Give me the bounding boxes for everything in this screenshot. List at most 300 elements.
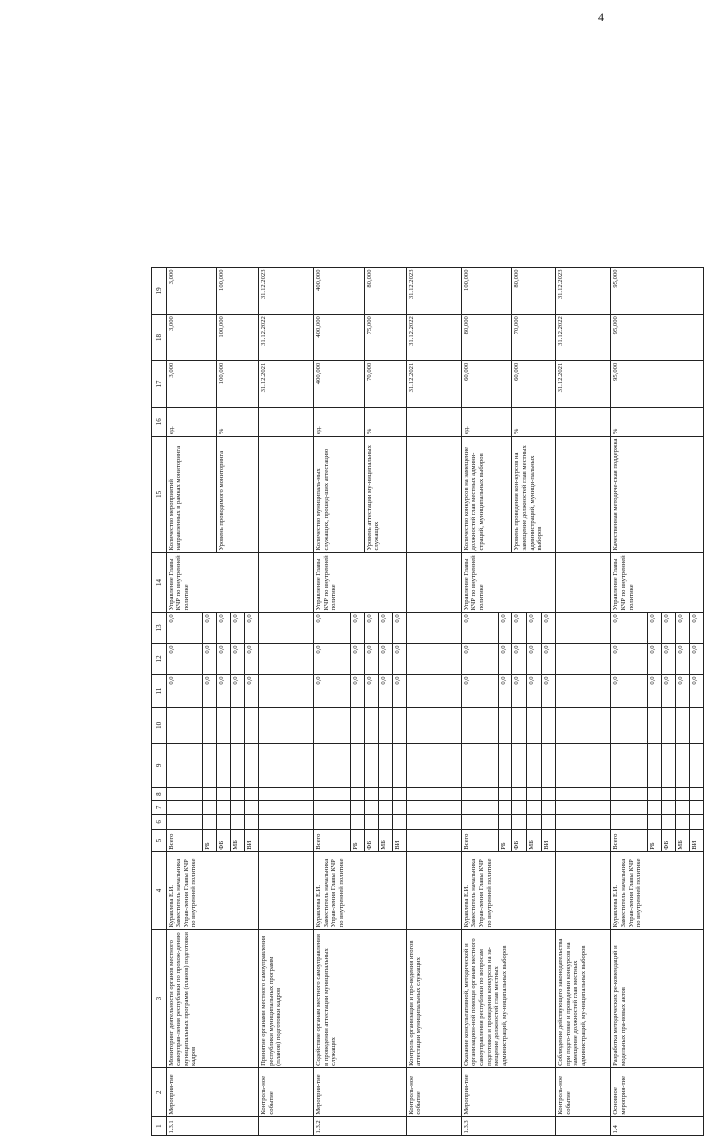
row-type: Контроль-ное событие bbox=[556, 1068, 611, 1117]
target-2023: 80,000 bbox=[364, 268, 406, 315]
empty-cell bbox=[541, 814, 556, 830]
date-2022: 31.12.2022 bbox=[258, 314, 313, 361]
value-col-11: 0,0 bbox=[611, 674, 648, 707]
value-col-12: 0,0 bbox=[203, 643, 217, 674]
empty-cell bbox=[258, 436, 313, 552]
empty-cell bbox=[556, 553, 611, 613]
empty-cell bbox=[350, 814, 364, 830]
empty-cell bbox=[541, 801, 556, 814]
value-col-11: 0,0 bbox=[498, 674, 512, 707]
value-col-13: 0,0 bbox=[676, 612, 690, 643]
funding-source: ВИ bbox=[689, 830, 703, 852]
empty-cell bbox=[364, 787, 378, 800]
row-number: 1.3.3 bbox=[461, 1117, 555, 1136]
empty-cell bbox=[364, 814, 378, 830]
empty-cell bbox=[258, 612, 313, 643]
value-col-11: 0,0 bbox=[541, 674, 556, 707]
value-col-12: 0,0 bbox=[392, 643, 406, 674]
empty-cell bbox=[203, 801, 217, 814]
column-number: 16 bbox=[152, 407, 167, 436]
empty-cell bbox=[245, 787, 259, 800]
empty-cell bbox=[406, 436, 461, 552]
value-col-13: 0,0 bbox=[541, 612, 556, 643]
empty-cell bbox=[314, 801, 351, 814]
column-number: 2 bbox=[152, 1068, 167, 1117]
indicator: Уровень проводимого мониторинга bbox=[217, 436, 259, 552]
page-number: 4 bbox=[598, 10, 604, 24]
row-number bbox=[556, 1117, 611, 1136]
indicator: Количество мероприятий направленных в рамках мониторинга bbox=[166, 436, 217, 552]
empty-cell bbox=[498, 708, 512, 743]
row-number bbox=[258, 1117, 313, 1136]
empty-cell bbox=[556, 612, 611, 643]
funding-source: РБ bbox=[648, 830, 662, 852]
empty-cell bbox=[258, 708, 313, 743]
empty-cell bbox=[217, 708, 231, 743]
empty-cell bbox=[245, 743, 259, 787]
unit: % bbox=[364, 407, 406, 436]
empty-cell bbox=[648, 743, 662, 787]
column-number: 5 bbox=[152, 830, 167, 852]
row-name: Оказание консультативной, методической и организацион-ной помощи органам местного самоуправления республики по вопросам подготовки и проведения конкурсов на за-мещение должностей глав местных администраций, му-ниципальных выборов bbox=[461, 929, 555, 1068]
row-number: 1.3.2 bbox=[314, 1117, 406, 1136]
empty-cell bbox=[166, 708, 203, 743]
empty-cell bbox=[392, 787, 406, 800]
target-2022: 70,000 bbox=[512, 314, 556, 361]
empty-cell bbox=[689, 787, 703, 800]
empty-cell bbox=[648, 814, 662, 830]
empty-cell bbox=[406, 612, 461, 643]
target-2023: 100,000 bbox=[217, 268, 259, 315]
target-2022: 95,000 bbox=[611, 314, 704, 361]
column-number: 9 bbox=[152, 743, 167, 787]
value-col-13: 0,0 bbox=[611, 612, 648, 643]
empty-cell bbox=[676, 743, 690, 787]
row-number: 1.4 bbox=[611, 1117, 704, 1136]
empty-cell bbox=[406, 743, 461, 787]
value-col-11: 0,0 bbox=[203, 674, 217, 707]
row-name: Содействие органам местного самоуправления в проведении аттестации муниципальных служащих bbox=[314, 929, 406, 1068]
empty-cell bbox=[406, 830, 461, 852]
row-type: Контроль-ное событие bbox=[406, 1068, 461, 1117]
value-col-11: 0,0 bbox=[364, 674, 378, 707]
empty-cell bbox=[258, 553, 313, 613]
empty-cell bbox=[231, 801, 245, 814]
indicator: Качественная методиче-ская поддержка bbox=[611, 436, 704, 552]
empty-cell bbox=[648, 787, 662, 800]
empty-cell bbox=[527, 787, 542, 800]
value-col-11: 0,0 bbox=[350, 674, 364, 707]
column-number: 6 bbox=[152, 814, 167, 830]
empty-cell bbox=[258, 787, 313, 800]
value-col-12: 0,0 bbox=[676, 643, 690, 674]
activity-row bbox=[611, 268, 648, 1136]
row-name: Разработка методических ре-комендаций и модельных пра-вовых актов bbox=[611, 929, 704, 1068]
empty-cell bbox=[556, 801, 611, 814]
value-col-11: 0,0 bbox=[527, 674, 542, 707]
empty-cell bbox=[461, 787, 498, 800]
value-col-12: 0,0 bbox=[512, 643, 527, 674]
target-2023: 3,000 bbox=[166, 268, 217, 315]
funding-source: ВИ bbox=[392, 830, 406, 852]
executor: Куравлева Е.И. Заместитель начальника Управ-ления Главы КЧР по внутренней политике bbox=[314, 852, 406, 930]
executor: Куравлева Е.И. Заместитель начальника Управ-ления Главы КЧР по внутренней политике bbox=[166, 852, 258, 930]
empty-cell bbox=[258, 801, 313, 814]
value-col-11: 0,0 bbox=[392, 674, 406, 707]
value-col-11: 0,0 bbox=[378, 674, 392, 707]
column-number: 7 bbox=[152, 801, 167, 814]
empty-cell bbox=[231, 708, 245, 743]
column-number: 10 bbox=[152, 708, 167, 743]
target-2021: 70,000 bbox=[364, 361, 406, 408]
date-2022: 31.12.2022 bbox=[406, 314, 461, 361]
value-col-12: 0,0 bbox=[350, 643, 364, 674]
value-col-13: 0,0 bbox=[231, 612, 245, 643]
empty-cell bbox=[512, 787, 527, 800]
empty-cell bbox=[662, 708, 676, 743]
value-col-12: 0,0 bbox=[461, 643, 498, 674]
empty-cell bbox=[556, 830, 611, 852]
column-number: 1 bbox=[152, 1117, 167, 1136]
value-col-11: 0,0 bbox=[662, 674, 676, 707]
empty-cell bbox=[676, 708, 690, 743]
empty-cell bbox=[350, 787, 364, 800]
program-table bbox=[151, 267, 704, 1136]
empty-cell bbox=[556, 743, 611, 787]
empty-cell bbox=[406, 852, 461, 930]
empty-cell bbox=[662, 743, 676, 787]
empty-cell bbox=[556, 708, 611, 743]
empty-cell bbox=[498, 814, 512, 830]
value-col-11: 0,0 bbox=[166, 674, 203, 707]
value-col-13: 0,0 bbox=[350, 612, 364, 643]
empty-cell bbox=[611, 708, 648, 743]
empty-cell bbox=[231, 787, 245, 800]
funding-source: МБ bbox=[527, 830, 542, 852]
funding-source: Всего bbox=[461, 830, 498, 852]
empty-cell bbox=[648, 708, 662, 743]
unit: ед. bbox=[166, 407, 217, 436]
target-2023: 80,000 bbox=[512, 268, 556, 315]
empty-cell bbox=[378, 814, 392, 830]
funding-source: МБ bbox=[378, 830, 392, 852]
value-col-12: 0,0 bbox=[231, 643, 245, 674]
value-col-11: 0,0 bbox=[461, 674, 498, 707]
target-2021: 60,000 bbox=[461, 361, 512, 408]
empty-cell bbox=[461, 801, 498, 814]
empty-cell bbox=[314, 743, 351, 787]
value-col-12: 0,0 bbox=[378, 643, 392, 674]
funding-source: Всего bbox=[314, 830, 351, 852]
empty-cell bbox=[406, 787, 461, 800]
date-2022: 31.12.2022 bbox=[556, 314, 611, 361]
empty-cell bbox=[556, 674, 611, 707]
empty-cell bbox=[406, 407, 461, 436]
value-col-13: 0,0 bbox=[498, 612, 512, 643]
empty-cell bbox=[258, 643, 313, 674]
value-col-13: 0,0 bbox=[461, 612, 498, 643]
empty-cell bbox=[556, 407, 611, 436]
empty-cell bbox=[364, 801, 378, 814]
unit: ед. bbox=[314, 407, 365, 436]
funding-source: Всего bbox=[611, 830, 648, 852]
empty-cell bbox=[541, 708, 556, 743]
value-col-12: 0,0 bbox=[245, 643, 259, 674]
row-name: Принятие органами местного самоуправления республики муниципальных программ (планов) подготовки кадров bbox=[258, 929, 313, 1068]
empty-cell bbox=[245, 708, 259, 743]
column-number: 17 bbox=[152, 361, 167, 408]
rotated-table-container bbox=[151, 267, 704, 1136]
date-2021: 31.12.2021 bbox=[406, 361, 461, 408]
empty-cell bbox=[392, 814, 406, 830]
empty-cell bbox=[392, 708, 406, 743]
empty-cell bbox=[314, 814, 351, 830]
row-name: Контроль организации и про-ведения итогов аттестации муниципальных служащих bbox=[406, 929, 461, 1068]
column-number: 8 bbox=[152, 787, 167, 800]
funding-source: ФБ bbox=[662, 830, 676, 852]
empty-cell bbox=[314, 708, 351, 743]
funding-source: МБ bbox=[676, 830, 690, 852]
funding-source: ВИ bbox=[541, 830, 556, 852]
empty-cell bbox=[648, 801, 662, 814]
empty-cell bbox=[258, 407, 313, 436]
target-2021: 100,000 bbox=[217, 361, 259, 408]
empty-cell bbox=[527, 708, 542, 743]
empty-cell bbox=[231, 743, 245, 787]
empty-cell bbox=[203, 743, 217, 787]
empty-cell bbox=[527, 801, 542, 814]
empty-cell bbox=[166, 814, 203, 830]
target-2023: 100,000 bbox=[461, 268, 512, 315]
value-col-11: 0,0 bbox=[689, 674, 703, 707]
empty-cell bbox=[258, 814, 313, 830]
indicator: Количество конкурсов на замещение должностей глав местных админи-страций, муниципальных выборов bbox=[461, 436, 512, 552]
funding-source: РБ bbox=[350, 830, 364, 852]
empty-cell bbox=[350, 708, 364, 743]
column-number: 18 bbox=[152, 314, 167, 361]
row-type: Мероприя-тие bbox=[314, 1068, 406, 1117]
column-number: 13 bbox=[152, 612, 167, 643]
value-col-12: 0,0 bbox=[689, 643, 703, 674]
value-col-13: 0,0 bbox=[662, 612, 676, 643]
empty-cell bbox=[527, 743, 542, 787]
executor: Куравлева Е.И. Заместитель начальника Управ-ления Главы КЧР по внутренней политике bbox=[461, 852, 555, 930]
value-col-12: 0,0 bbox=[314, 643, 351, 674]
row-type: Мероприя-тие bbox=[461, 1068, 555, 1117]
date-2023: 31.12.2023 bbox=[406, 268, 461, 315]
empty-cell bbox=[498, 801, 512, 814]
funding-source: Всего bbox=[166, 830, 203, 852]
empty-cell bbox=[406, 553, 461, 613]
value-col-13: 0,0 bbox=[217, 612, 231, 643]
funding-source: ВИ bbox=[245, 830, 259, 852]
value-col-11: 0,0 bbox=[245, 674, 259, 707]
funding-source: МБ bbox=[231, 830, 245, 852]
empty-cell bbox=[203, 708, 217, 743]
empty-cell bbox=[258, 674, 313, 707]
empty-cell bbox=[512, 743, 527, 787]
date-2021: 31.12.2021 bbox=[258, 361, 313, 408]
target-2021: 95,000 bbox=[611, 361, 704, 408]
empty-cell bbox=[512, 801, 527, 814]
column-number: 19 bbox=[152, 268, 167, 315]
empty-cell bbox=[203, 787, 217, 800]
empty-cell bbox=[258, 830, 313, 852]
empty-cell bbox=[406, 674, 461, 707]
empty-cell bbox=[258, 743, 313, 787]
control-event-row bbox=[406, 268, 461, 1136]
row-number bbox=[406, 1117, 461, 1136]
empty-cell bbox=[406, 708, 461, 743]
empty-cell bbox=[245, 801, 259, 814]
empty-cell bbox=[203, 814, 217, 830]
target-2021: 60,000 bbox=[512, 361, 556, 408]
value-col-12: 0,0 bbox=[527, 643, 542, 674]
value-col-11: 0,0 bbox=[217, 674, 231, 707]
empty-cell bbox=[364, 708, 378, 743]
row-type: Контроль-ное событие bbox=[258, 1068, 313, 1117]
empty-cell bbox=[392, 743, 406, 787]
value-col-13: 0,0 bbox=[364, 612, 378, 643]
value-col-11: 0,0 bbox=[231, 674, 245, 707]
empty-cell bbox=[378, 743, 392, 787]
empty-cell bbox=[406, 814, 461, 830]
empty-cell bbox=[378, 787, 392, 800]
column-number: 15 bbox=[152, 436, 167, 552]
value-col-11: 0,0 bbox=[648, 674, 662, 707]
empty-cell bbox=[217, 814, 231, 830]
target-2022: 80,000 bbox=[461, 314, 512, 361]
empty-cell bbox=[231, 814, 245, 830]
empty-cell bbox=[541, 743, 556, 787]
column-number: 14 bbox=[152, 553, 167, 613]
target-2022: 75,000 bbox=[364, 314, 406, 361]
value-col-11: 0,0 bbox=[512, 674, 527, 707]
empty-cell bbox=[556, 852, 611, 930]
control-event-row bbox=[556, 268, 611, 1136]
value-col-13: 0,0 bbox=[512, 612, 527, 643]
empty-cell bbox=[350, 743, 364, 787]
empty-cell bbox=[498, 787, 512, 800]
column-number: 3 bbox=[152, 929, 167, 1068]
target-2023: 400,000 bbox=[314, 268, 365, 315]
funding-source: ФБ bbox=[217, 830, 231, 852]
empty-cell bbox=[662, 787, 676, 800]
column-number: 4 bbox=[152, 852, 167, 930]
empty-cell bbox=[689, 708, 703, 743]
activity-row bbox=[461, 268, 498, 1136]
responsible: Управление Главы КЧР по внутренней политике bbox=[611, 553, 704, 613]
responsible: Управление Главы КЧР по внутренней политике bbox=[314, 553, 406, 613]
executor: Куравлева Е.И. Заместитель начальника Управ-ления Главы КЧР по внутренней политике bbox=[611, 852, 704, 930]
date-2023: 31.12.2023 bbox=[258, 268, 313, 315]
value-col-12: 0,0 bbox=[541, 643, 556, 674]
empty-cell bbox=[217, 787, 231, 800]
empty-cell bbox=[461, 708, 498, 743]
empty-cell bbox=[689, 743, 703, 787]
target-2022: 100,000 bbox=[217, 314, 259, 361]
value-col-13: 0,0 bbox=[166, 612, 203, 643]
empty-cell bbox=[166, 743, 203, 787]
empty-cell bbox=[461, 814, 498, 830]
column-number: 11 bbox=[152, 674, 167, 707]
empty-cell bbox=[258, 852, 313, 930]
empty-cell bbox=[406, 643, 461, 674]
empty-cell bbox=[689, 801, 703, 814]
empty-cell bbox=[217, 743, 231, 787]
value-col-13: 0,0 bbox=[392, 612, 406, 643]
target-2021: 3,000 bbox=[166, 361, 217, 408]
unit: % bbox=[217, 407, 259, 436]
empty-cell bbox=[556, 787, 611, 800]
empty-cell bbox=[378, 708, 392, 743]
value-col-13: 0,0 bbox=[314, 612, 351, 643]
value-col-12: 0,0 bbox=[611, 643, 648, 674]
indicator: Количество муниципаль-ных служащих, прошед-ших аттестацию bbox=[314, 436, 365, 552]
row-number: 1.3.1 bbox=[166, 1117, 258, 1136]
target-2021: 400,000 bbox=[314, 361, 365, 408]
value-col-12: 0,0 bbox=[217, 643, 231, 674]
empty-cell bbox=[378, 801, 392, 814]
activity-row bbox=[314, 268, 351, 1136]
empty-cell bbox=[689, 814, 703, 830]
empty-cell bbox=[556, 814, 611, 830]
date-2021: 31.12.2021 bbox=[556, 361, 611, 408]
value-col-11: 0,0 bbox=[676, 674, 690, 707]
empty-cell bbox=[611, 814, 648, 830]
empty-cell bbox=[512, 814, 527, 830]
value-col-11: 0,0 bbox=[314, 674, 351, 707]
row-name: Соблюдение действующего законодательства при подго-товке и проведении конкурсов на замещение должностей глав местных администраций, му-ниципальных выборов bbox=[556, 929, 611, 1068]
column-number: 12 bbox=[152, 643, 167, 674]
value-col-13: 0,0 bbox=[689, 612, 703, 643]
empty-cell bbox=[217, 801, 231, 814]
value-col-13: 0,0 bbox=[648, 612, 662, 643]
value-col-13: 0,0 bbox=[245, 612, 259, 643]
target-2023: 95,000 bbox=[611, 268, 704, 315]
value-col-12: 0,0 bbox=[648, 643, 662, 674]
indicator: Уровень аттестации му-ниципальных служащих bbox=[364, 436, 406, 552]
table-body bbox=[152, 268, 704, 1136]
row-type: Основное мероприя-тие bbox=[611, 1068, 704, 1117]
empty-cell bbox=[662, 814, 676, 830]
empty-cell bbox=[676, 801, 690, 814]
empty-cell bbox=[527, 814, 542, 830]
responsible: Управление Главы КЧР по внутренней политике bbox=[166, 553, 258, 613]
funding-source: РБ bbox=[498, 830, 512, 852]
empty-cell bbox=[461, 743, 498, 787]
empty-cell bbox=[541, 787, 556, 800]
funding-source: РБ bbox=[203, 830, 217, 852]
value-col-12: 0,0 bbox=[662, 643, 676, 674]
empty-cell bbox=[166, 787, 203, 800]
indicator: Уровень проведения кон-курсов на замещение должностей глав местных администраций, муници-пальных выборов bbox=[512, 436, 556, 552]
empty-cell bbox=[556, 643, 611, 674]
unit: % bbox=[512, 407, 556, 436]
activity-row bbox=[166, 268, 203, 1136]
empty-cell bbox=[676, 814, 690, 830]
empty-cell bbox=[611, 801, 648, 814]
empty-cell bbox=[245, 814, 259, 830]
control-event-row bbox=[258, 268, 313, 1136]
empty-cell bbox=[611, 787, 648, 800]
empty-cell bbox=[166, 801, 203, 814]
empty-cell bbox=[662, 801, 676, 814]
funding-source: ФБ bbox=[512, 830, 527, 852]
value-col-13: 0,0 bbox=[527, 612, 542, 643]
value-col-12: 0,0 bbox=[498, 643, 512, 674]
value-col-13: 0,0 bbox=[378, 612, 392, 643]
